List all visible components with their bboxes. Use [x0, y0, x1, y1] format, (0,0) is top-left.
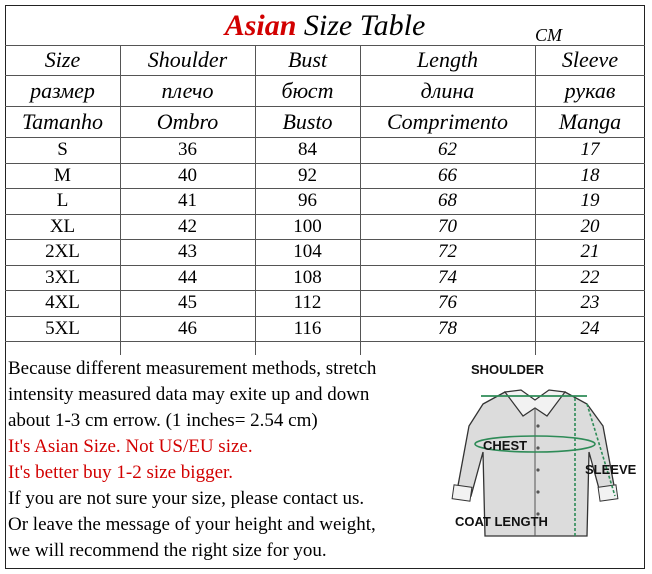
cell-shoulder: 41: [178, 190, 197, 212]
cell-bust: 104: [293, 241, 322, 263]
size-notes: [8, 356, 428, 564]
cell-sleeve: 23: [580, 292, 600, 314]
header-row: [5, 107, 645, 138]
column-divider: [360, 45, 361, 355]
cell-sleeve: 21: [580, 241, 600, 263]
sleeve-label: SLEEVE: [585, 462, 637, 477]
note-line: If you are not sure your size, please contact us.: [8, 488, 365, 509]
header-length: Comprimento: [387, 109, 508, 134]
right-cuff: [598, 485, 618, 501]
cell-sleeve: 19: [580, 190, 600, 212]
cell-shoulder: 40: [178, 164, 197, 186]
shirt-button: [536, 490, 539, 493]
cell-length: 78: [438, 317, 457, 339]
cell-shoulder: 42: [178, 215, 197, 237]
note-line: It's better buy 1-2 size bigger.: [8, 462, 234, 483]
left-cuff: [452, 485, 472, 501]
cell-length: 70: [438, 215, 457, 237]
cell-length: 72: [438, 241, 457, 263]
shirt-button: [536, 468, 539, 471]
header-length: Length: [416, 47, 479, 72]
shirt-button: [536, 424, 539, 427]
cell-sleeve: 18: [580, 164, 600, 186]
column-divider: [535, 45, 536, 355]
cell-size: 3XL: [45, 266, 80, 288]
header-bust: бюст: [281, 78, 334, 103]
cell-bust: 108: [293, 266, 322, 288]
column-divider: [255, 45, 256, 355]
cell-length: 76: [438, 292, 457, 314]
header-size: Tamanho: [21, 109, 104, 134]
cell-size: S: [57, 139, 68, 161]
note-line: about 1-3 cm errow. (1 inches= 2.54 cm): [8, 410, 318, 431]
note-line: It's Asian Size. Not US/EU size.: [8, 436, 253, 457]
header-shoulder: Ombro: [156, 109, 219, 134]
cell-length: 74: [438, 266, 457, 288]
table-row: [5, 317, 645, 343]
cell-length: 62: [438, 139, 457, 161]
table-row: [5, 164, 645, 190]
cell-size: 2XL: [45, 241, 80, 263]
chest-label: CHEST: [483, 438, 528, 453]
cell-bust: 84: [298, 139, 317, 161]
cell-bust: 116: [293, 317, 322, 339]
coat-length-label: COAT LENGTH: [455, 514, 548, 529]
header-row: [5, 76, 645, 107]
title-highlight: Asian: [224, 9, 297, 42]
cell-shoulder: 36: [178, 139, 197, 161]
table-row: [5, 215, 645, 241]
shirt-button: [536, 446, 539, 449]
shirt-measurement-diagram: [425, 356, 645, 566]
unit-label: CM: [535, 25, 562, 45]
header-sleeve: Manga: [558, 109, 622, 134]
title-rest: Size Table: [303, 9, 426, 42]
cell-size: 4XL: [45, 292, 80, 314]
cell-length: 66: [438, 164, 457, 186]
cell-size: L: [56, 190, 69, 212]
table-row: [5, 266, 645, 292]
cell-bust: 96: [298, 190, 317, 212]
header-shoulder: Shoulder: [147, 47, 228, 72]
table-row: [5, 189, 645, 215]
cell-sleeve: 20: [580, 215, 600, 237]
header-sleeve: рукав: [564, 78, 616, 103]
note-line: Because different measurement methods, stretch: [8, 358, 377, 379]
header-row: [5, 45, 645, 76]
shoulder-label: SHOULDER: [471, 362, 544, 377]
header-bust: Bust: [287, 47, 328, 72]
cell-shoulder: 46: [178, 317, 197, 339]
header-length: длина: [420, 78, 475, 103]
cell-size: XL: [49, 215, 76, 237]
cell-size: M: [54, 164, 71, 186]
cell-sleeve: 17: [580, 139, 600, 161]
table-row: [5, 240, 645, 266]
note-line: Or leave the message of your height and weight,: [8, 514, 376, 535]
cell-length: 68: [438, 190, 457, 212]
title-row: [5, 5, 645, 46]
note-line: intensity measured data may exite up and down: [8, 384, 370, 405]
header-bust: Busto: [282, 109, 333, 134]
cell-bust: 100: [293, 215, 322, 237]
table-row: [5, 138, 645, 164]
column-divider: [120, 45, 121, 355]
header-shoulder: плечо: [161, 78, 214, 103]
table-row: [5, 291, 645, 317]
cell-size: 5XL: [45, 317, 80, 339]
cell-sleeve: 22: [580, 266, 600, 288]
cell-bust: 112: [293, 292, 322, 314]
header-size: Size: [44, 47, 81, 72]
note-line: we will recommend the right size for you.: [8, 540, 327, 561]
cell-shoulder: 43: [178, 241, 197, 263]
header-size: размер: [30, 78, 95, 103]
cell-shoulder: 44: [178, 266, 197, 288]
header-sleeve: Sleeve: [561, 47, 619, 72]
cell-sleeve: 24: [580, 317, 600, 339]
cell-bust: 92: [298, 164, 317, 186]
cell-shoulder: 45: [178, 292, 197, 314]
